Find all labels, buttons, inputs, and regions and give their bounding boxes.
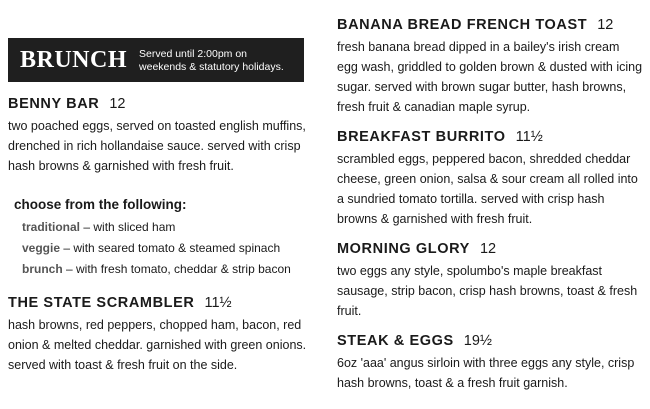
option-name: brunch <box>22 262 63 276</box>
menu-item-banana-bread-french-toast <box>337 16 643 117</box>
option-name: traditional <box>22 220 81 234</box>
option-text: – with sliced ham <box>80 220 176 234</box>
item-price: 12 <box>479 241 497 257</box>
item-description: two eggs any style, spolumbo's maple breakfast sausage, strip bacon, crisp hash browns, toast & fresh fruit. <box>337 264 638 318</box>
item-heading <box>337 240 643 258</box>
subtitle-line-1: Served until 2:00pm on <box>139 48 247 60</box>
menu-item-breakfast-burrito <box>337 128 643 229</box>
choose-heading: choose from the following: <box>14 197 187 212</box>
item-name: BENNY BAR <box>8 96 100 112</box>
item-price: 11½ <box>204 295 232 311</box>
item-name: THE STATE SCRAMBLER <box>8 295 195 311</box>
option-brunch <box>14 259 330 280</box>
option-text: – with fresh tomato, cheddar & strip bacon <box>62 262 291 276</box>
option-text: – with seared tomato & steamed spinach <box>60 241 281 255</box>
option-name: veggie <box>22 241 61 255</box>
item-description: two poached eggs, served on toasted english muffins, drenched in rich hollandaise sauce. served with crisp hash browns & garnished with fresh fruit. <box>8 119 306 173</box>
menu-item-state-scrambler <box>8 294 326 375</box>
menu-item-morning-glory <box>337 240 643 321</box>
choose-options <box>14 196 330 280</box>
item-heading <box>337 16 643 34</box>
item-price: 11½ <box>515 129 543 145</box>
item-price: 19½ <box>463 333 493 349</box>
item-heading <box>337 128 643 146</box>
menu-item-steak-and-eggs <box>337 332 643 393</box>
menu-item-benny-bar <box>8 95 326 176</box>
brunch-banner <box>8 38 304 82</box>
item-name: MORNING GLORY <box>337 241 470 257</box>
section-subtitle <box>139 48 284 74</box>
option-traditional <box>14 217 330 238</box>
item-name: STEAK & EGGS <box>337 333 454 349</box>
subtitle-line-2: weekends & statutory holidays. <box>139 61 284 73</box>
item-heading <box>337 332 643 350</box>
item-heading <box>8 95 326 113</box>
item-description: fresh banana bread dipped in a bailey's irish cream egg wash, griddled to golden brown & dusted with icing sugar. served with brown sugar butter, hash browns, fresh fruit & canadian maple syrup. <box>337 40 643 114</box>
item-price: 12 <box>597 17 614 33</box>
item-name: BREAKFAST BURRITO <box>337 129 506 145</box>
item-description: 6oz 'aaa' angus sirloin with three eggs any style, crisp hash browns, toast & a fresh fruit garnish. <box>337 356 635 390</box>
item-description: scrambled eggs, peppered bacon, shredded cheddar cheese, green onion, salsa & sour cream all rolled into a sundried tomato tortilla. served with crisp hash browns & garnished with fresh fruit. <box>337 152 638 226</box>
item-price: 12 <box>109 96 126 112</box>
item-description: hash browns, red peppers, chopped ham, bacon, red onion & melted cheddar. garnished with green onions. served with toast & fresh fruit on the side. <box>8 318 307 372</box>
item-name: BANANA BREAD FRENCH TOAST <box>337 17 588 33</box>
section-title: BRUNCH <box>20 46 128 73</box>
item-heading <box>8 294 326 312</box>
option-veggie <box>14 238 330 259</box>
